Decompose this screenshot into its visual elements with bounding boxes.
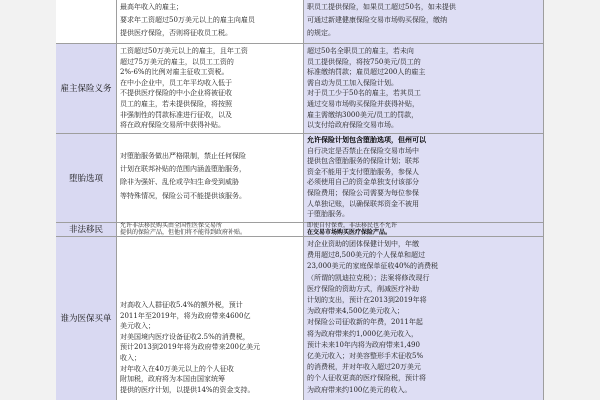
- text-line: 收入；: [120, 353, 141, 362]
- text-line: 超过75万美元的雇主，以员工工资的: [120, 57, 234, 66]
- text-line: 必须使用自己的资金单独支付该部分: [307, 178, 419, 187]
- text-line: 职员工提供保险，如果员工超过50名，如未提供: [307, 3, 456, 11]
- text-line: 人单独记账，以确保联邦资金不被用: [307, 199, 419, 208]
- row-1-mid-cell: [120, 46, 300, 132]
- text-line: 资金不能用于支付堕胎服务，参保人: [307, 167, 419, 176]
- row-3-label: 非法移民: [56, 222, 116, 236]
- row-1-right-cell: [307, 46, 540, 132]
- text-line: 不提供医疗保险的中小企业将被征收: [120, 89, 232, 98]
- text-line: 将在政府保险交易所中获得补贴。: [120, 121, 225, 130]
- text-line: 计划的支出，预计在2013到2019年将: [307, 296, 427, 305]
- row-4-label: 谁为医保买单: [56, 236, 116, 400]
- document-page: [56, 0, 544, 400]
- text-line: 通过交易市场购买保险并获得补贴，: [307, 99, 419, 108]
- text-line: 员工的雇主，若未提供保险，将按照: [120, 99, 232, 108]
- text-line: 于堕胎服务。: [307, 210, 349, 219]
- row-divider: [56, 133, 544, 134]
- text-line: 最高年收入的雇主；: [120, 3, 183, 11]
- text-line: 对堕胎服务做出严格限制，禁止任何保险: [120, 152, 246, 160]
- row-divider: [56, 43, 544, 44]
- text-line: 需自动为员工加入保险计划。: [307, 78, 398, 87]
- text-line: 等特殊情况，保险公司不能提供该服务。: [120, 191, 246, 200]
- text-line: （所谓的凯迪拉克税）；法案将修改现行: [307, 273, 430, 282]
- text-line: 对企业资助的团体保健计划中，年缴: [307, 240, 419, 248]
- row-3-mid-cell: [120, 222, 300, 236]
- text-line: 的规定。: [307, 29, 335, 38]
- row-3-right-cell: [307, 222, 540, 236]
- text-line: 在中小企业中，员工年平均收入低于: [120, 78, 232, 87]
- text-line: 将为政府带来约1,000亿美元收入，: [307, 329, 419, 338]
- text-line: 23,000美元的家庭保单征收40%的消费税: [307, 262, 439, 271]
- text-line: 费用超过8,500美元的个人保单和超过: [307, 251, 426, 260]
- text-line: 允许保险计划包含堕胎选项，但州可以: [307, 135, 426, 144]
- text-line: 对于员工少于50名的雇主，若其员工: [307, 89, 421, 98]
- column-divider: [543, 0, 544, 400]
- text-line: 美元收入；: [120, 322, 155, 331]
- row-0-right-cell: [307, 1, 540, 42]
- text-line: 员工提供保险，将按750美元/员工的: [307, 57, 421, 66]
- text-line: 对年收入在40万美元以上的个人征收: [120, 364, 234, 373]
- row-2-right-cell: [307, 135, 540, 221]
- text-line: 工资超过50万美元以上的雇主，且年工资: [120, 47, 248, 55]
- text-line: 允许非法移民购买由全国性医保交易所: [120, 222, 223, 229]
- row-0-label: [56, 0, 116, 43]
- text-line: 要求年工资超过50万美元以上的雇主向雇员: [120, 16, 255, 25]
- row-1-label: 雇主保险义务: [56, 43, 116, 133]
- text-line: 标准缴纳罚款；雇员超过200人的雇主: [307, 68, 426, 77]
- text-line: 保险费用；保险公司需要为每位参保: [307, 188, 419, 197]
- text-line: 雇主需缴纳3000美元/员工的罚款，: [307, 110, 419, 119]
- text-line: 预计2013到2019年将为政府带来200亿美元: [120, 343, 260, 352]
- text-line: 附加税，政府将为本国由国家统筹: [120, 375, 225, 384]
- text-line: 提供包含堕胎服务的保险计划；联邦: [307, 157, 419, 166]
- text-line: 在交易市场购买医疗保险产品。: [307, 229, 392, 236]
- row-4-mid-cell: [120, 300, 300, 398]
- text-line: 自行决定是否禁止在保险交易市场中: [307, 146, 419, 155]
- text-line: 医疗保险的资助方式，削减医疗补助: [307, 284, 419, 293]
- row-4-right-cell: [307, 239, 540, 398]
- text-line: 预计未来10年内将为政府带来1,490: [307, 340, 420, 349]
- row-2-label: 堕胎选项: [56, 133, 116, 222]
- column-divider: [303, 0, 304, 400]
- text-line: 可通过新建健康保险交易市场购买保险，缴纳: [307, 16, 447, 25]
- text-line: 对保险公司征收新的年费，2011年起: [307, 318, 423, 327]
- text-line: 2011年至2019年，将为政府带来4600亿: [120, 311, 251, 320]
- text-line: 对高收入人群征收5.4%的额外税，预计: [120, 301, 243, 309]
- text-line: 即使自付保费，非法移民也不允许: [307, 222, 398, 229]
- text-line: 对美国境内医疗设备征收2.5%的消费税，: [120, 332, 250, 341]
- row-0-mid-cell: [120, 1, 300, 42]
- text-line: 为政府带来约100亿美元的收入。: [307, 385, 412, 394]
- row-divider: [56, 236, 544, 237]
- row-2-mid-cell: [120, 150, 300, 220]
- text-line: 提供的保险产品，但他们将不能得到政府补贴。: [120, 229, 247, 236]
- text-line: 亿美元收入；对美容整形手术征收5%: [307, 352, 424, 361]
- text-line: 的个人征收更高的医疗保险税，预计将: [307, 374, 426, 383]
- text-line: 超过50名全职员工的雇主，若未向: [307, 47, 414, 55]
- text-line: 提供医疗保险，否则将征收员工税。: [120, 29, 232, 38]
- text-line: 非强制性的罚款标准进行征收，以及: [120, 110, 232, 119]
- text-line: 计划在联邦补贴的范围内涵盖堕胎服务，: [120, 165, 246, 174]
- text-line: 除非为强奸、乱伦或孕妇生命受到威胁: [120, 178, 239, 187]
- text-line: 提供的医疗计划，以提供14%的资金支持。: [120, 385, 255, 394]
- text-line: 以支付给政府保险交易市场。: [307, 121, 398, 130]
- text-line: 为政府带来4,500亿美元收入；: [307, 307, 405, 316]
- text-line: 2%-6%的比例对雇主征收工资税。: [120, 68, 229, 77]
- text-line: 的消费税，并对年收入超过20万美元: [307, 363, 421, 372]
- column-divider: [116, 0, 117, 400]
